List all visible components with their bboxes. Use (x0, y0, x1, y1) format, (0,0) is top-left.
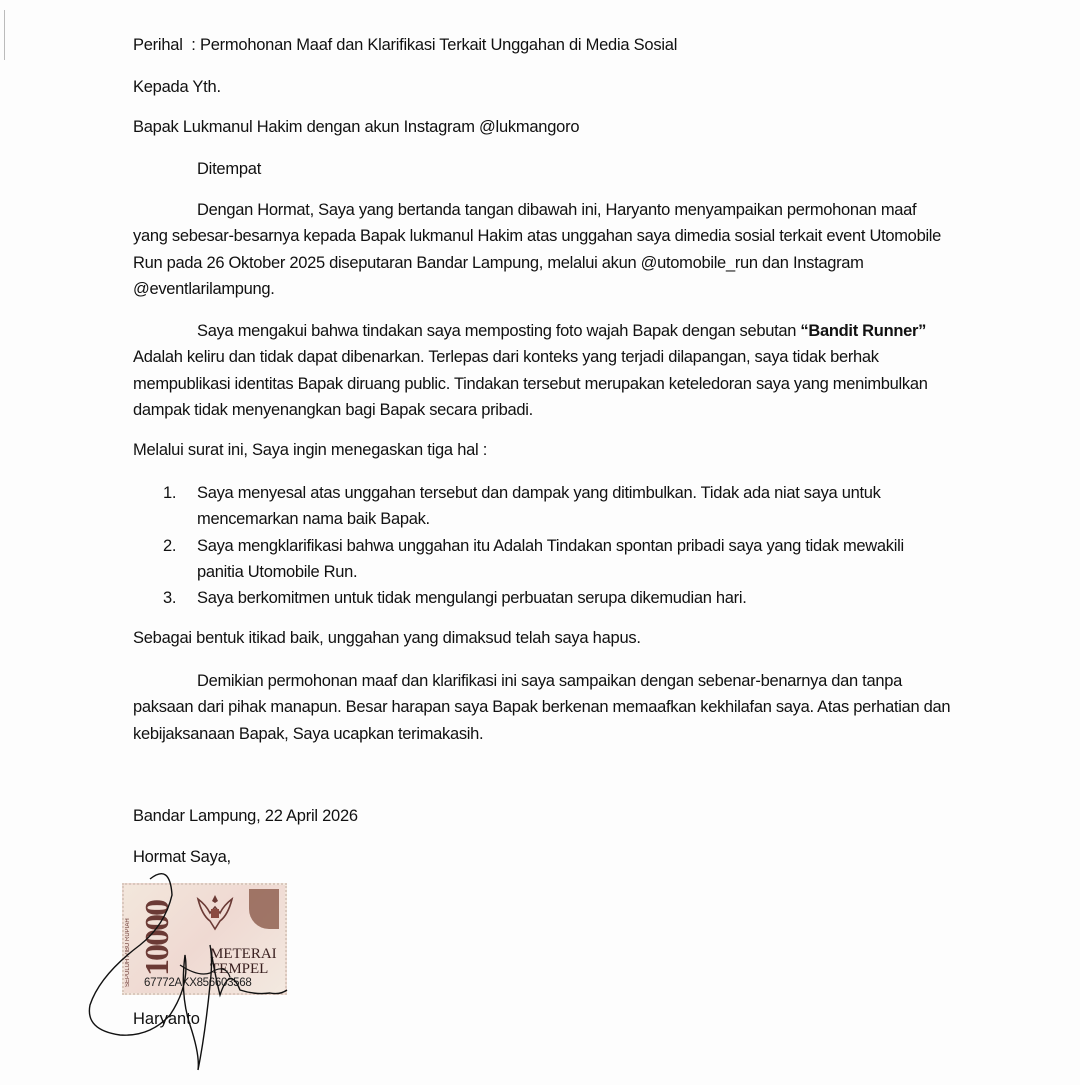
list-number: 1. (163, 484, 177, 502)
stamp-serial: 67772AKX856603568 (144, 977, 252, 989)
signature-block (80, 865, 320, 1075)
admission-paragraph (133, 318, 953, 423)
subject-line (133, 36, 677, 55)
list-item (163, 533, 943, 586)
place-date: Bandar Lampung, 22 April 2026 (133, 807, 358, 825)
handwritten-signature (80, 865, 320, 1075)
list-number: 3. (163, 589, 177, 608)
list-text: Saya berkomitmen untuk tidak mengulangi perbuatan serupa dikemudian hari. (197, 589, 747, 608)
closing-paragraph (133, 668, 953, 747)
list-text: Saya mengklarifikasi bahwa unggahan itu Adalah Tindakan spontan pribadi saya yang tidak mewakili panitia Utomobile Run. (197, 536, 904, 581)
opening-paragraph (133, 197, 953, 302)
list-item (163, 585, 943, 611)
admission-label: “Bandit Runner” (800, 322, 927, 340)
addressee-label: Kepada Yth. (133, 78, 221, 96)
subject-label: Perihal (133, 36, 183, 54)
stamp-value: 10000 (139, 901, 176, 977)
scan-edge-mark (4, 10, 5, 60)
recipient: Bapak Lukmanul Hakim dengan akun Instagram @lukmangoro (133, 118, 580, 136)
good-faith-statement: Sebagai bentuk itikad baik, unggahan yang dimaksud telah saya hapus. (133, 629, 641, 647)
admission-text-start: Saya mengakui bahwa tindakan saya memposting foto wajah Bapak dengan sebutan (197, 322, 801, 340)
list-item (163, 480, 943, 533)
regards: Hormat Saya, (133, 848, 231, 866)
stamp-title-line2: TEMPEL (210, 961, 269, 977)
opening-text: Dengan Hormat, Saya yang bertanda tangan dibawah ini, Haryanto menyampaikan permohonan maaf yang sebesar-besarnya kepada Bapak lukmanul Hakim atas unggahan saya dimedia sosial terkait event Utomobile Run pada 26 Oktober 2025 diseputaran Bandar Lampung, melalui akun @utomobile_run dan Instagram @eventlarilampung. (133, 201, 942, 298)
list-number: 2. (163, 536, 177, 555)
recipient-place: Ditempat (197, 160, 262, 178)
stamp-value-words: SEPULUH RIBU RUPIAH (125, 918, 131, 987)
list-text: Saya menyesal atas unggahan tersebut dan dampak yang ditimbulkan. Tidak ada niat saya untuk mencemarkan nama baik Bapak. (197, 484, 881, 529)
subject-text: : Permohonan Maaf dan Klarifikasi Terkait Unggahan di Media Sosial (191, 36, 678, 54)
admission-text-end: Adalah keliru dan tidak dapat dibenarkan. Terlepas dari konteks yang terjadi dilapangan, saya tidak berhak mempublikasi identitas Bapak diruang public. Tindakan tersebut merupakan keteledoran saya yang menimbulkan dampak tidak menyenangkan bagi Bapak secara pribadi. (133, 348, 928, 419)
signer-name: Haryanto (133, 1010, 200, 1028)
points-list (163, 480, 943, 611)
closing-text: Demikian permohonan maaf dan klarifikasi ini saya sampaikan dengan sebenar-benarnya dan tanpa paksaan dari pihak manapun. Besar harapan saya Bapak berkenan memaafkan kekhilafan saya. Atas perhatian dan kebijaksanaan Bapak, Saya ucapkan terimakasih. (133, 672, 951, 743)
stamp-title-line1: METERAI (210, 946, 277, 962)
list-intro: Melalui surat ini, Saya ingin menegaskan tiga hal : (133, 441, 488, 459)
